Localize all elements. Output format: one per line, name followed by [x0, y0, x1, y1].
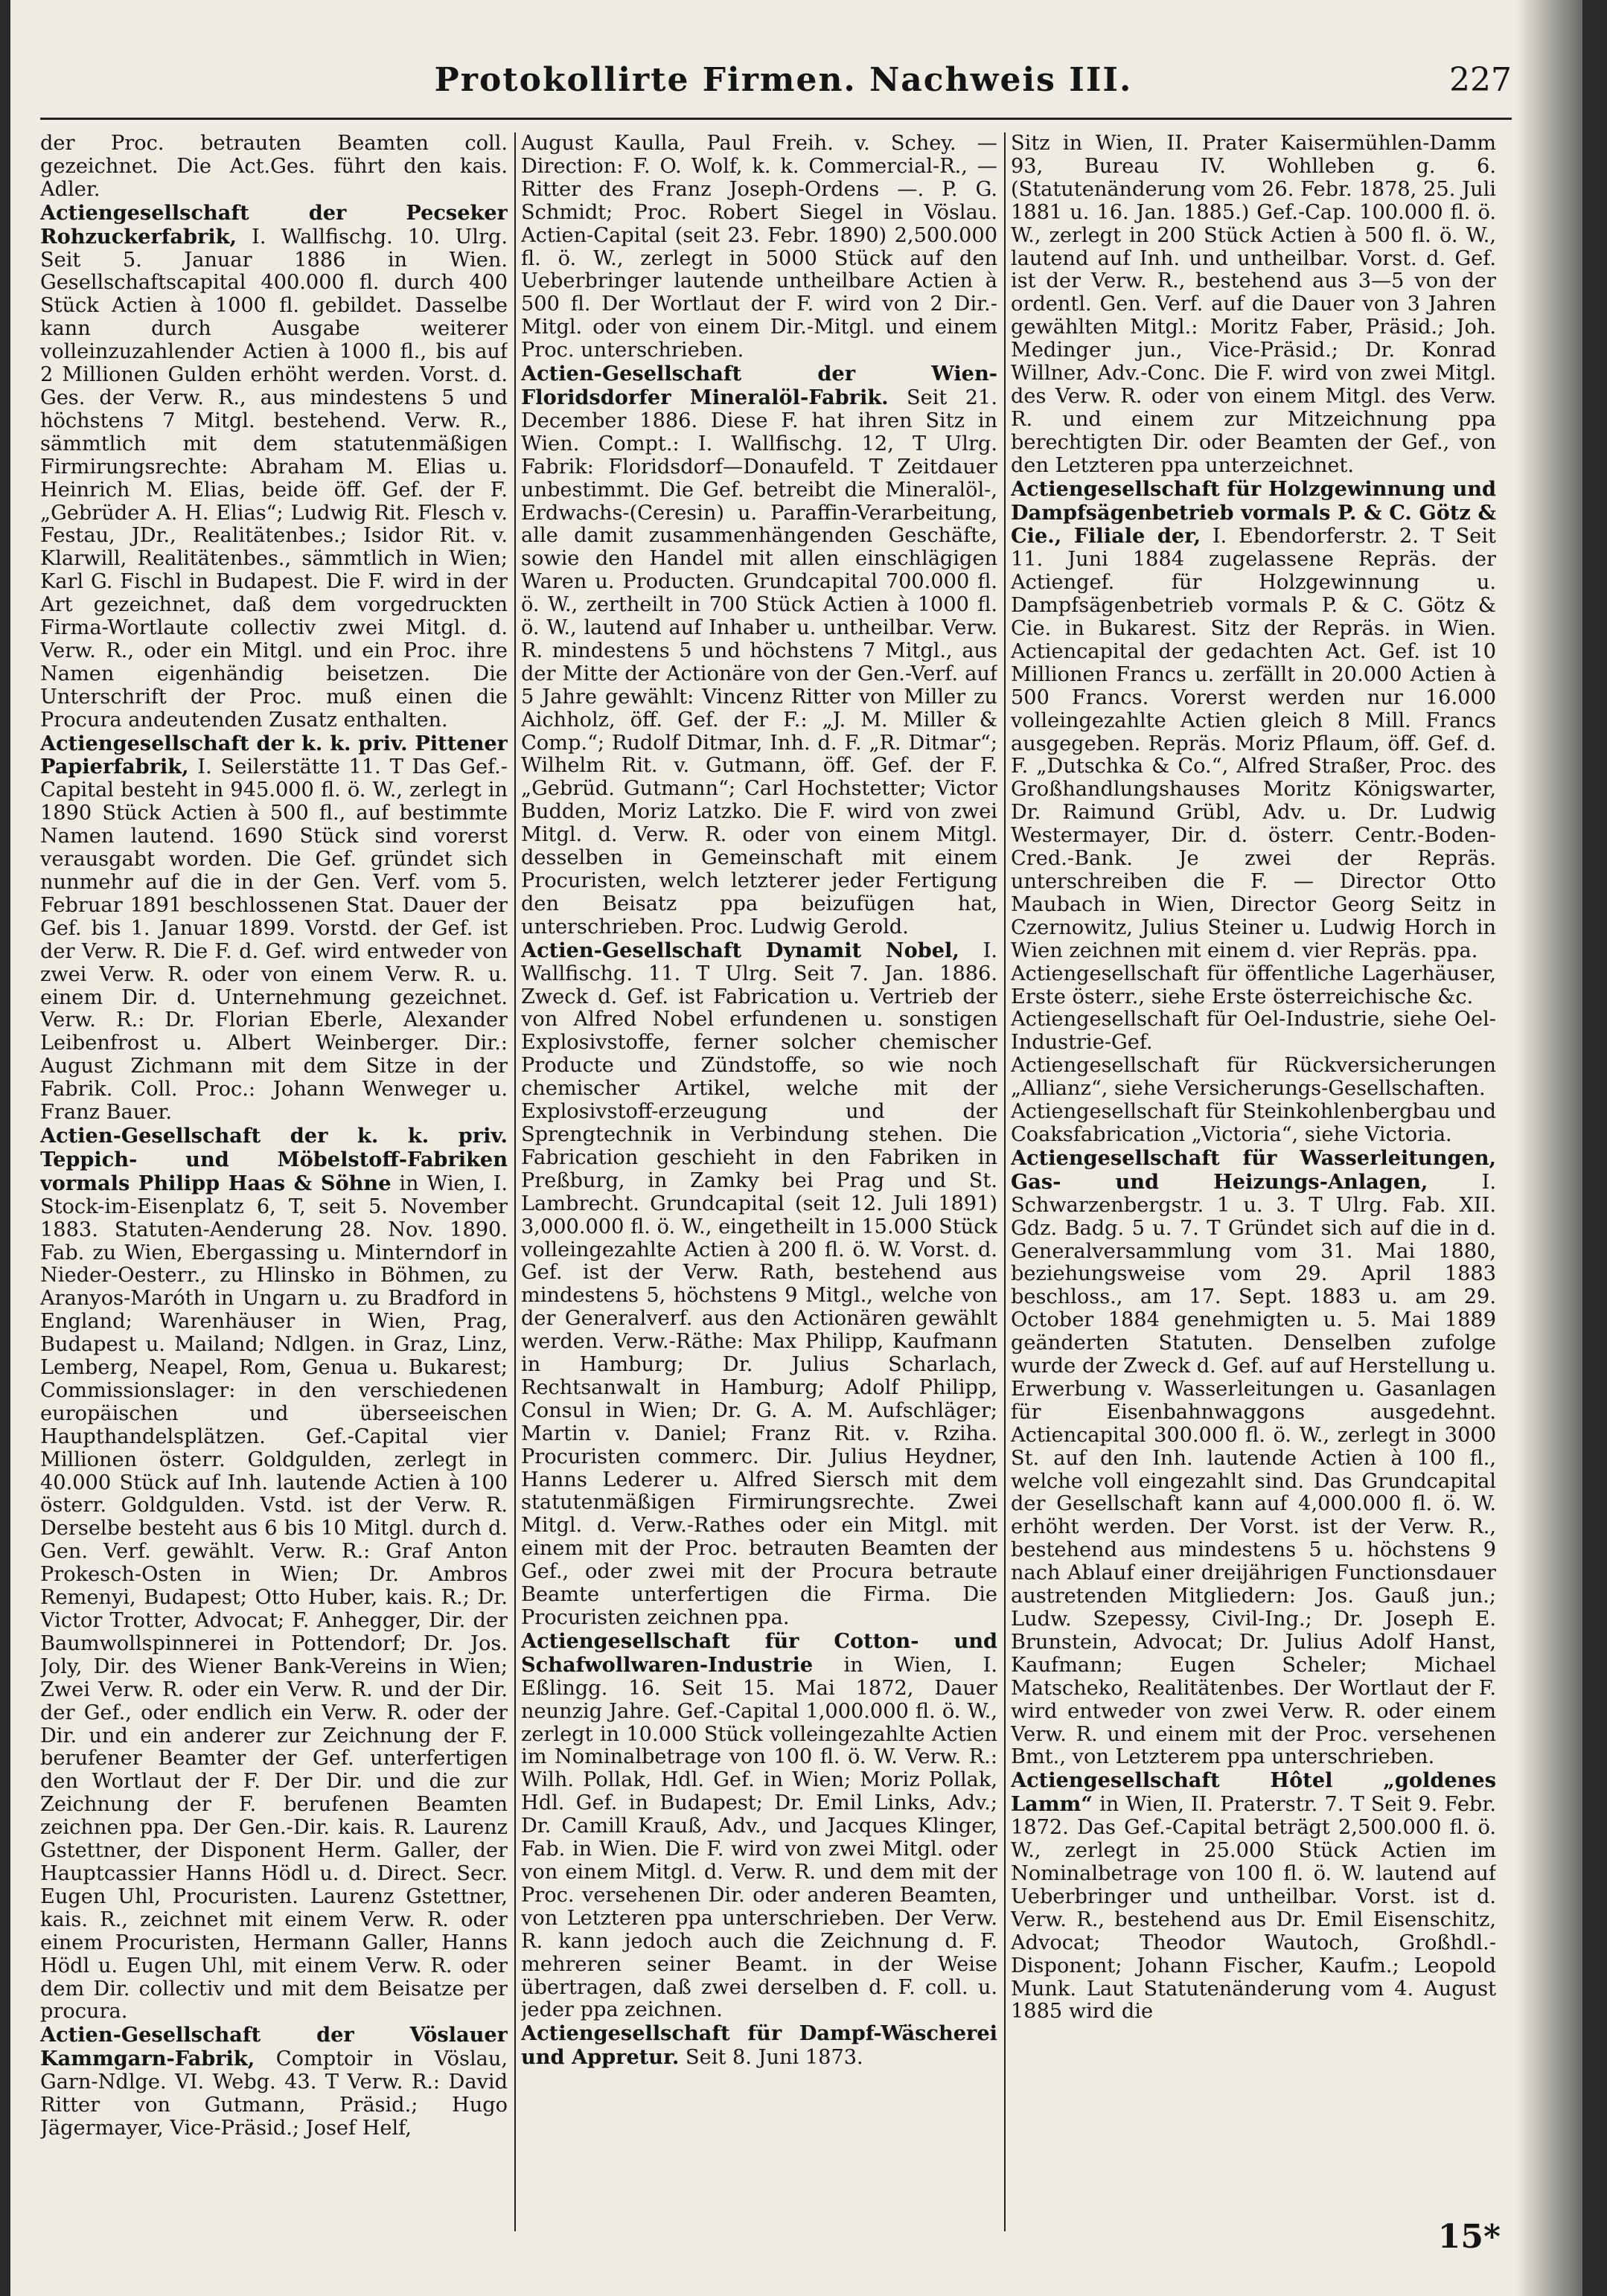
directory-entry [1011, 1101, 1496, 1147]
firm-name: Actiengesellschaft Hôtel „goldenes Lamm“ [1011, 1768, 1496, 1817]
page-title: Protokollirte Firmen. Nachweis III. [434, 61, 1133, 99]
entry-text: Actiengesellschaft für Steinkohlenbergbau und Coaksfabrication „Victoria“, siehe Victoria. [1011, 1100, 1496, 1146]
column-rule-2 [1004, 132, 1006, 2231]
signature-mark: 15* [1437, 2218, 1501, 2256]
firm-name: Actiengesellschaft für Dampf-Wäscherei und Appretur. [521, 2021, 997, 2070]
header-rule [40, 118, 1512, 120]
firm-name: Actien-Gesellschaft Dynamit Nobel, [521, 938, 959, 962]
directory-entry [521, 132, 997, 362]
entry-text: in Wien, I. Stock-im-Eisenplatz 6, T, seit 5. November 1883. Statuten-Aenderung 28. Nov. 1890. Fab. zu Wien, Ebergassing u. Minterndorf in Nieder-Oesterr., zu Hlinsko in Böhmen, zu Aranyos-Maróth in Ungarn u. zu Bradford in England; Warenhäuser in Wien, Prag, Budapest u. Mailand; Ndlgen. in Graz, Linz, Lemberg, Neapel, Rom, Genua u. Bukarest; Commissionslager: in den verschiedenen europäischen und überseeischen Haupthandelsplätzen. Gef.-Capital vier Millionen österr. Goldgulden, zerlegt in 40.000 Stück auf Inh. lautende Actien à 100 österr. Goldgulden. Vstd. ist der Verw. R. Derselbe besteht aus 6 bis 10 Mitgl. durch d. Gen. Verf. gewählt. Verw. R.: Graf Anton Prokesch-Osten in Wien; Dr. Ambros Remenyi, Budapest; Otto Huber, kais. R.; Dr. Victor Trotter, Advocat; F. Anhegger, Dir. der Baumwollspinnerei in Pottendorf; Dr. Jos. Joly, Dir. des Wiener Bank-Vereins in Wien; Zwei Verw. R. oder ein Verw. R. und der Dir. der Gef., oder endlich ein Verw. R. oder der Dir. und ein anderer zur Zeichnung der F. berufener Beamter der Gef. unterfertigen den Wortlaut der F. Der Dir. und die zur Zeichnung der F. berufenen Beamten zeichnen ppa. Der Gen.-Dir. kais. R. Laurenz Gstettner, der Disponent Herm. Galler, der Hauptcassier Hanns Hödl u. d. Direct. Secr. Eugen Uhl, Procuristen. Laurenz Gstettner, kais. R., zeichnet mit einem Verw. R. oder einem Procuristen, Hermann Galler, Hanns Hödl u. Eugen Uhl, mit einem Verw. R. oder dem Dir. collectiv und mit dem Beisatze per procura. [40, 1171, 508, 2024]
directory-entry [1011, 963, 1496, 1009]
directory-entry [40, 202, 508, 732]
entry-text: der Proc. betrauten Beamten coll. gezeichnet. Die Act.Ges. führt den kais. Adler. [40, 132, 508, 201]
page-edge-shadow [1515, 0, 1582, 2296]
running-header [55, 61, 1512, 113]
text-column-3 [1011, 132, 1496, 2239]
entry-text: I. Wallfischg. 11. T Ulrg. Seit 7. Jan. 1886. Zweck d. Gef. ist Fabrication u. Vertrieb der von Alfred Nobel erfundenen u. sonstigen Explosivstoffe, ferner solcher chemischer Producte und Zündstoffe, so wie noch chemischer Artikel, welche mit der Explosivstoff-erzeugung und der Sprengtechnik in Verbindung stehen. Die Fabrication geschieht in den Fabriken in Preßburg, in Zamky bei Prag und St. Lambrecht. Grundcapital (seit 12. Juli 1891) 3,000.000 fl. ö. W., eingetheilt in 15.000 Stück volleingezahlte Actien à 200 fl. ö. W. Vorst. d. Gef. ist der Verw. Rath, bestehend aus mindestens 5, höchstens 9 Mitgl., welche von der Generalverf. aus den Actionären gewählt werden. Verw.-Räthe: Max Philipp, Kaufmann in Hamburg; Dr. Julius Scharlach, Rechtsanwalt in Hamburg; Adolf Philipp, Consul in Wien; Dr. G. A. M. Aufschläger; Martin v. Daniel; Franz Rit. v. Rziha. Procuristen commerc. Dir. Julius Heydner, Hanns Lederer u. Alfred Siersch mit dem statutenmäßigen Firmirungsrechte. Zwei Mitgl. d. Verw.-Rathes oder ein Mitgl. mit einem mit der Proc. betrauten Beamten der Gef., oder zwei mit der Procura betraute Beamte unterfertigen die Firma. Die Procuristen zeichnen ppa. [521, 938, 997, 1629]
directory-entry [1011, 1769, 1496, 2024]
firm-name: Actien-Gesellschaft der Vöslauer Kammgarn-Fabrik, [40, 2023, 508, 2071]
firm-name: Actiengesellschaft der k. k. priv. Pittener Papierfabrik, [40, 731, 508, 779]
directory-entry [40, 2024, 508, 2140]
entry-text: in Wien, II. Praterstr. 7. T Seit 9. Febr. 1872. Das Gef.-Capital beträgt 2,500.000 fl. ö. W., zerlegt in 25.000 Stück Actien im Nominalbetrage von 100 fl. ö. W. lautend auf Ueberbringer und untheilbar. Vorst. ist d. Verw. R., bestehend aus Dr. Emil Eisenschitz, Advocat; Theodor Wautoch, Großhdl.-Disponent; Johann Fischer, Kaufm.; Leopold Munk. Laut Statutenänderung vom 4. August 1885 wird die [1011, 1793, 1496, 2024]
entry-text: Comptoir in Vöslau, Garn-Ndlge. VI. Webg. 43. T Verw. R.: David Ritter von Gutmann, Präsid.; Hugo Jägermayer, Vice-Präsid.; Josef Helf, [40, 2047, 508, 2140]
entry-text: I. Wallfischg. 10. Ulrg. Seit 5. Januar 1886 in Wien. Gesellschaftscapital 400.000 fl. durch 400 Stück Actien à 1000 fl. gebildet. Dasselbe kann durch Ausgabe weiterer volleinzuzahlender Actien à 1000 fl., bis auf 2 Millionen Gulden erhöht werden. Vorst. d. Ges. der Verw. R., aus mindestens 5 und höchstens 7 Mitgl. bestehend. Verw. R., sämmtlich mit dem statutenmäßigen Firmirungsrechte: Abraham M. Elias u. Heinrich M. Elias, beide öff. Gef. der F. „Gebrüder A. H. Elias“; Ludwig Rit. Flesch v. Festau, JDr., Realitätenbes.; Isidor Rit. v. Klarwill, Realitätenbes., sämmtlich in Wien; Karl G. Fischl in Budapest. Die F. wird in der Art gezeichnet, daß dem vorgedruckten Firma-Wortlaute collectiv zwei Mitgl. d. Verw. R., oder ein Mitgl. und ein Proc. ihre Namen eigenhändig beisetzen. Die Unterschrift der Proc. muß einen die Procura andeutenden Zusatz enthalten. [40, 225, 508, 732]
entry-text: Seit 8. Juni 1873. [686, 2046, 863, 2070]
entry-text: August Kaulla, Paul Freih. v. Schey. — Direction: F. O. Wolf, k. k. Commercial-R., — Ritter des Franz Joseph-Ordens —. P. G. Schmidt; Proc. Robert Siegel in Vöslau. Actien-Capital (seit 23. Febr. 1890) 2,500.000 fl. ö. W., zerlegt in 5000 Stück auf den Ueberbringer lautende untheilbare Actien à 500 fl. Der Wortlaut der F. wird von 2 Dir.-Mitgl. oder von einem Dir.-Mitgl. und einem Proc. unterschrieben. [521, 132, 997, 362]
entry-text: Sitz in Wien, II. Prater Kaisermühlen-Damm 93, Bureau IV. Wohlleben g. 6. (Statutenänderung vom 26. Febr. 1878, 25. Juli 1881 u. 16. Jan. 1885.) Gef.-Cap. 100.000 fl. ö. W., zerlegt in 200 Stück Actien à 500 fl. ö. W., lautend auf Inh. und untheilbar. Vorst. d. Gef. ist der Verw. R., bestehend aus 3—5 von der ordentl. Gen. Verf. auf die Dauer von 3 Jahren gewählten Mitgl.: Moritz Faber, Präsid.; Joh. Medinger jun., Vice-Präsid.; Dr. Konrad Willner, Adv.-Conc. Die F. wird von zwei Mitgl. des Verw. R. oder von einem Mitgl. des Verw. R. und einem zur Mitzeichnung ppa berechtigten Dir. oder Beamten der Gef., von den Letzteren ppa unterzeichnet. [1011, 132, 1496, 477]
entry-text: in Wien, I. Eßlingg. 16. Seit 15. Mai 1872, Dauer neunzig Jahre. Gef.-Capital 1,000.000 fl. ö. W., zerlegt in 10.000 Stück volleingezahlte Actien im Nominalbetrage von 100 fl. ö. W. Verw. R.: Wilh. Pollak, Hdl. Gef. in Wien; Moriz Pollak, Hdl. Gef. in Budapest; Dr. Emil Links, Adv.; Dr. Camill Krauß, Adv., und Jacques Klinger, Fab. in Wien. Die F. wird von zwei Mitgl. oder von einem Mitgl. d. Verw. R. und dem mit der Proc. versehenen Dir. oder anderen Beamten, von Letzteren ppa unterschrieben. Der Verw. R. kann jedoch auch die Zeichnung d. F. mehreren seiner Beamt. in der Weise übertragen, daß zwei derselben d. F. coll. u. jeder ppa zeichnen. [521, 1653, 997, 2022]
directory-entry [521, 1630, 997, 2022]
firm-name: Actiengesellschaft für Holzgewinnung und Dampfsägenbetrieb vormals P. & C. Götz & Cie., Filiale der, [1011, 476, 1496, 549]
firm-name: Actiengesellschaft für Wasserleitungen, Gas- und Heizungs-Anlagen, [1011, 1145, 1496, 1194]
page-number: 227 [1449, 61, 1512, 99]
directory-entry [1011, 1055, 1496, 1101]
directory-entry [40, 132, 508, 202]
firm-name: Actien-Gesellschaft der k. k. priv. Teppich- und Möbelstoff-Fabriken vormals Philipp Haas & Söhne [40, 1123, 508, 1195]
directory-entry [1011, 1147, 1496, 1769]
entry-text: I. Ebendorferstr. 2. T Seit 11. Juni 1884 zugelassene Repräs. der Actiengef. für Holzgewinnung u. Dampfsägenbetrieb vormals P. & C. Götz & Cie. in Bukarest. Sitz der Repräs. in Wien. Actiencapital der gedachten Act. Gef. ist 10 Millionen Francs u. zerfällt in 20.000 Actien à 500 Francs. Vorerst werden nur 16.000 volleingezahlte Actien gleich 8 Mill. Francs ausgegeben. Repräs. Moriz Pflaum, öff. Gef. d. F. „Dutschka & Co.“, Alfred Straßer, Proc. des Großhandlungshauses Moritz Königswarter, Dr. Raimund Grübl, Adv. u. Dr. Ludwig Westermayer, Dir. d. österr. Centr.-Boden-Cred.-Bank. Je zwei der Repräs. unterschreiben die F. — Director Otto Maubach in Wien, Director Georg Seitz in Czernowitz, Julius Steiner u. Ludwig Horch in Wien zeichnen mit einem d. vier Repräs. ppa. [1011, 525, 1496, 962]
firm-name: Actiengesellschaft für Cotton- und Schafwollwaren-Industrie [521, 1628, 997, 1677]
book-page [10, 0, 1582, 2296]
directory-entry [521, 2022, 997, 2070]
directory-entry [40, 732, 508, 1125]
firm-name: Actien-Gesellschaft der Wien-Floridsdorfer Mineralöl-Fabrik. [521, 362, 997, 409]
directory-entry [40, 1125, 508, 2024]
directory-entry [521, 362, 997, 939]
entry-text: Actiengesellschaft für öffentliche Lagerhäuser, Erste österr., siehe Erste österreichische &c. [1011, 962, 1496, 1008]
directory-entry [1011, 1008, 1496, 1055]
entry-text: Actiengesellschaft für Oel-Industrie, siehe Oel-Industrie-Gef. [1011, 1008, 1496, 1055]
entry-text: Actiengesellschaft für Rückversicherungen „Allianz“, siehe Versicherungs-Gesellschaften. [1011, 1054, 1496, 1101]
text-column-2 [521, 132, 997, 2239]
entry-text: Seit 21. December 1886. Diese F. hat ihren Sitz in Wien. Compt.: I. Wallfischg. 12, T Ulrg. Fabrik: Floridsdorf—Donaufeld. T Zeitdauer unbestimmt. Die Gef. betreibt die Mineralöl-, Erdwachs-(Ceresin) u. Paraffin-Verarbeitung, alle damit zusammenhängenden Geschäfte, sowie den Handel mit allen einschlägigen Waren u. Producten. Grundcapital 700.000 fl. ö. W., zertheilt in 700 Stück Actien à 1000 fl. ö. W., lautend auf Inhaber u. untheilbar. Verw. R. mindestens 5 und höchstens 7 Mitgl., aus der Mitte der Actionäre von der Gen.-Verf. auf 5 Jahre gewählt: Vincenz Ritter von Miller zu Aichholz, öff. Gef. der F.: „J. M. Miller & Comp.“; Rudolf Ditmar, Inh. d. F. „R. Ditmar“; Wilhelm Rit. v. Gutmann, öff. Gef. der F. „Gebrüd. Gutmann“; Carl Hochstetter; Victor Budden, Moriz Latzko. Die F. wird von zwei Mitgl. d. Verw. R. oder von einem Mitgl. desselben in Gemeinschaft mit einem Procuristen, welch letzterer jeder Fertigung den Beisatz ppa beizufügen hat, unterschrieben. Proc. Ludwig Gerold. [521, 386, 997, 938]
entry-text: I. Seilerstätte 11. T Das Gef.-Capital besteht in 945.000 fl. ö. W., zerlegt in 1890 Stück Actien à 500 fl., auf bestimmte Namen lautend. 1690 Stück sind vorerst verausgabt worden. Die Gef. gründet sich nunmehr auf die in der Gen. Verf. vom 5. Februar 1891 beschlossenen Stat. Dauer der Gef. bis 1. Januar 1899. Vorstd. der Gef. ist der Verw. R. Die F. d. Gef. wird entweder von zwei Verw. R. oder von einem Verw. R. u. einem Dir. d. Unternehmung gezeichnet. Verw. R.: Dr. Florian Eberle, Alexander Leibenfrost u. Albert Weinberger. Dir.: August Zichmann mit dem Sitze in der Fabrik. Coll. Proc.: Johann Wenweger u. Franz Bauer. [40, 755, 508, 1125]
entry-text: I. Schwarzenbergstr. 1 u. 3. T Ulrg. Fab. XII. Gdz. Badg. 5 u. 7. T Gründet sich auf die in d. Generalversammlung vom 31. Mai 1880, beziehungsweise vom 29. April 1883 beschloss., am 17. Sept. 1883 u. am 29. October 1884 genehmigten u. 5. Mai 1889 geänderten Statuten. Denselben zufolge wurde der Zweck d. Gef. auf auf Herstellung u. Erwerbung v. Wasserleitungen u. Gasanlagen für Eisenbahnwaggons ausgedehnt. Actiencapital 300.000 fl. ö. W., zerlegt in 3000 St. auf den Inh. lautende Actien à 100 fl., welche voll eingezahlt sind. Das Grundcapital der Gesellschaft kann auf 4,000.000 fl. ö. W. erhöht werden. Der Vorst. ist der Verw. R., bestehend aus mindestens 5 u. höchstens 9 nach Ablauf einer dreijährigen Functionsdauer austretenden Mitgliedern: Jos. Gauß jun.; Ludw. Szepessy, Civil-Ing.; Dr. Joseph E. Brunstein, Advocat; Dr. Julius Adolf Hanst, Kaufmann; Eugen Scheler; Michael Matscheko, Realitätenbes. Der Wortlaut der F. wird entweder von zwei Verw. R. oder einem Verw. R. und einem mit der Proc. versehenen Bmt., von Letzterem ppa unterschrieben. [1011, 1170, 1496, 1769]
directory-entry [521, 939, 997, 1630]
text-column-1 [40, 132, 508, 2239]
directory-entry [1011, 132, 1496, 478]
column-rule-1 [514, 132, 516, 2231]
firm-name: Actiengesellschaft der Pecseker Rohzuckerfabrik, [40, 200, 508, 249]
directory-entry [1011, 478, 1496, 963]
